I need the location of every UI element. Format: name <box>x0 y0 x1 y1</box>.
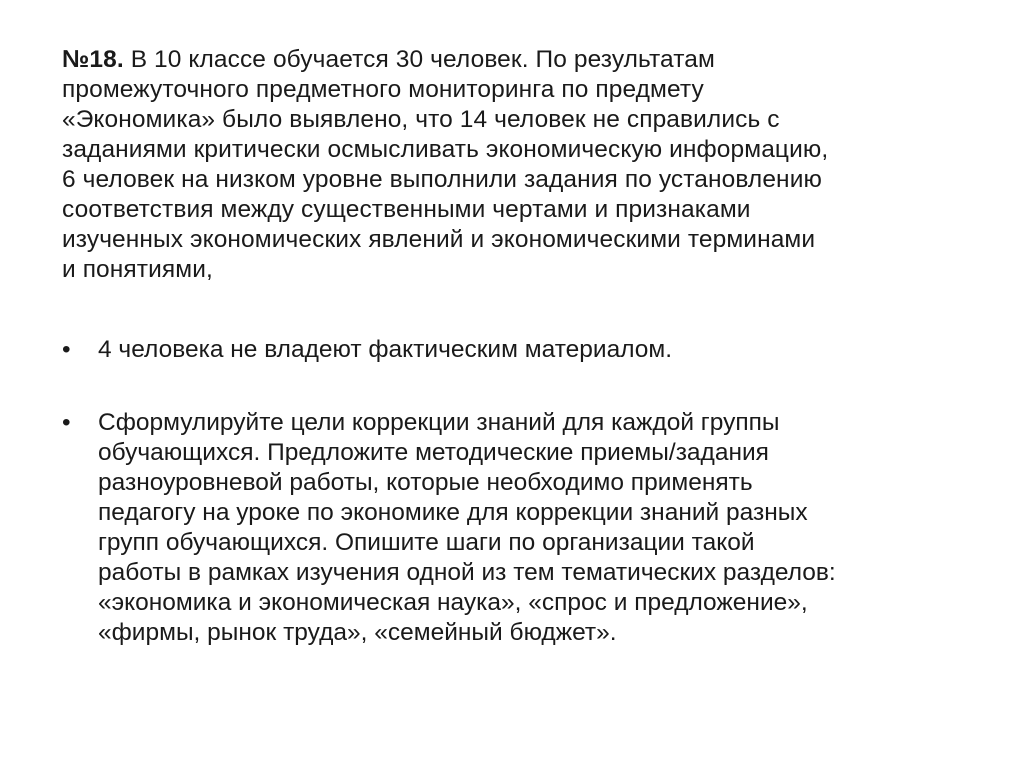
bullet-line: 4 человека не владеют фактическим материалом. <box>98 336 673 363</box>
task-paragraph <box>62 45 982 285</box>
bullet-marker: • <box>62 336 71 363</box>
bullet-line: работы в рамках изучения одной из тем тематических разделов: <box>98 559 836 586</box>
task-line-7: и понятиями, <box>62 256 213 283</box>
task-line-5: соответствия между существенными чертами и признаками <box>62 196 751 223</box>
bullet-line: обучающихся. Предложите методические приемы/задания <box>98 439 769 466</box>
bullet-line: групп обучающихся. Опишите шаги по организации такой <box>98 529 755 556</box>
task-number: №18. <box>62 46 124 73</box>
bullet-line: «экономика и экономическая наука», «спрос и предложение», <box>98 589 808 616</box>
task-line-6: изученных экономических явлений и экономическими терминами <box>62 226 816 253</box>
bullet-marker: • <box>62 409 71 436</box>
task-line-1: промежуточного предметного мониторинга по предмету <box>62 76 704 103</box>
bullet-line: «фирмы, рынок труда», «семейный бюджет». <box>98 619 617 646</box>
bullet-text <box>98 408 836 648</box>
task-line-4: 6 человек на низком уровне выполнили задания по установлению <box>62 166 822 193</box>
task-first-line <box>62 45 982 75</box>
task-line-3: заданиями критически осмысливать экономическую информацию, <box>62 136 829 163</box>
bullet-line: Сформулируйте цели коррекции знаний для каждой группы <box>98 409 780 436</box>
task-line-0: В 10 классе обучается 30 человек. По результатам <box>123 46 715 73</box>
bullet-text <box>98 335 672 365</box>
bullet-line: педагогу на уроке по экономике для коррекции знаний разных <box>98 499 808 526</box>
task-line-2: «Экономика» было выявлено, что 14 человек не справились с <box>62 106 780 133</box>
bullet-line: разноуровневой работы, которые необходимо применять <box>98 469 753 496</box>
